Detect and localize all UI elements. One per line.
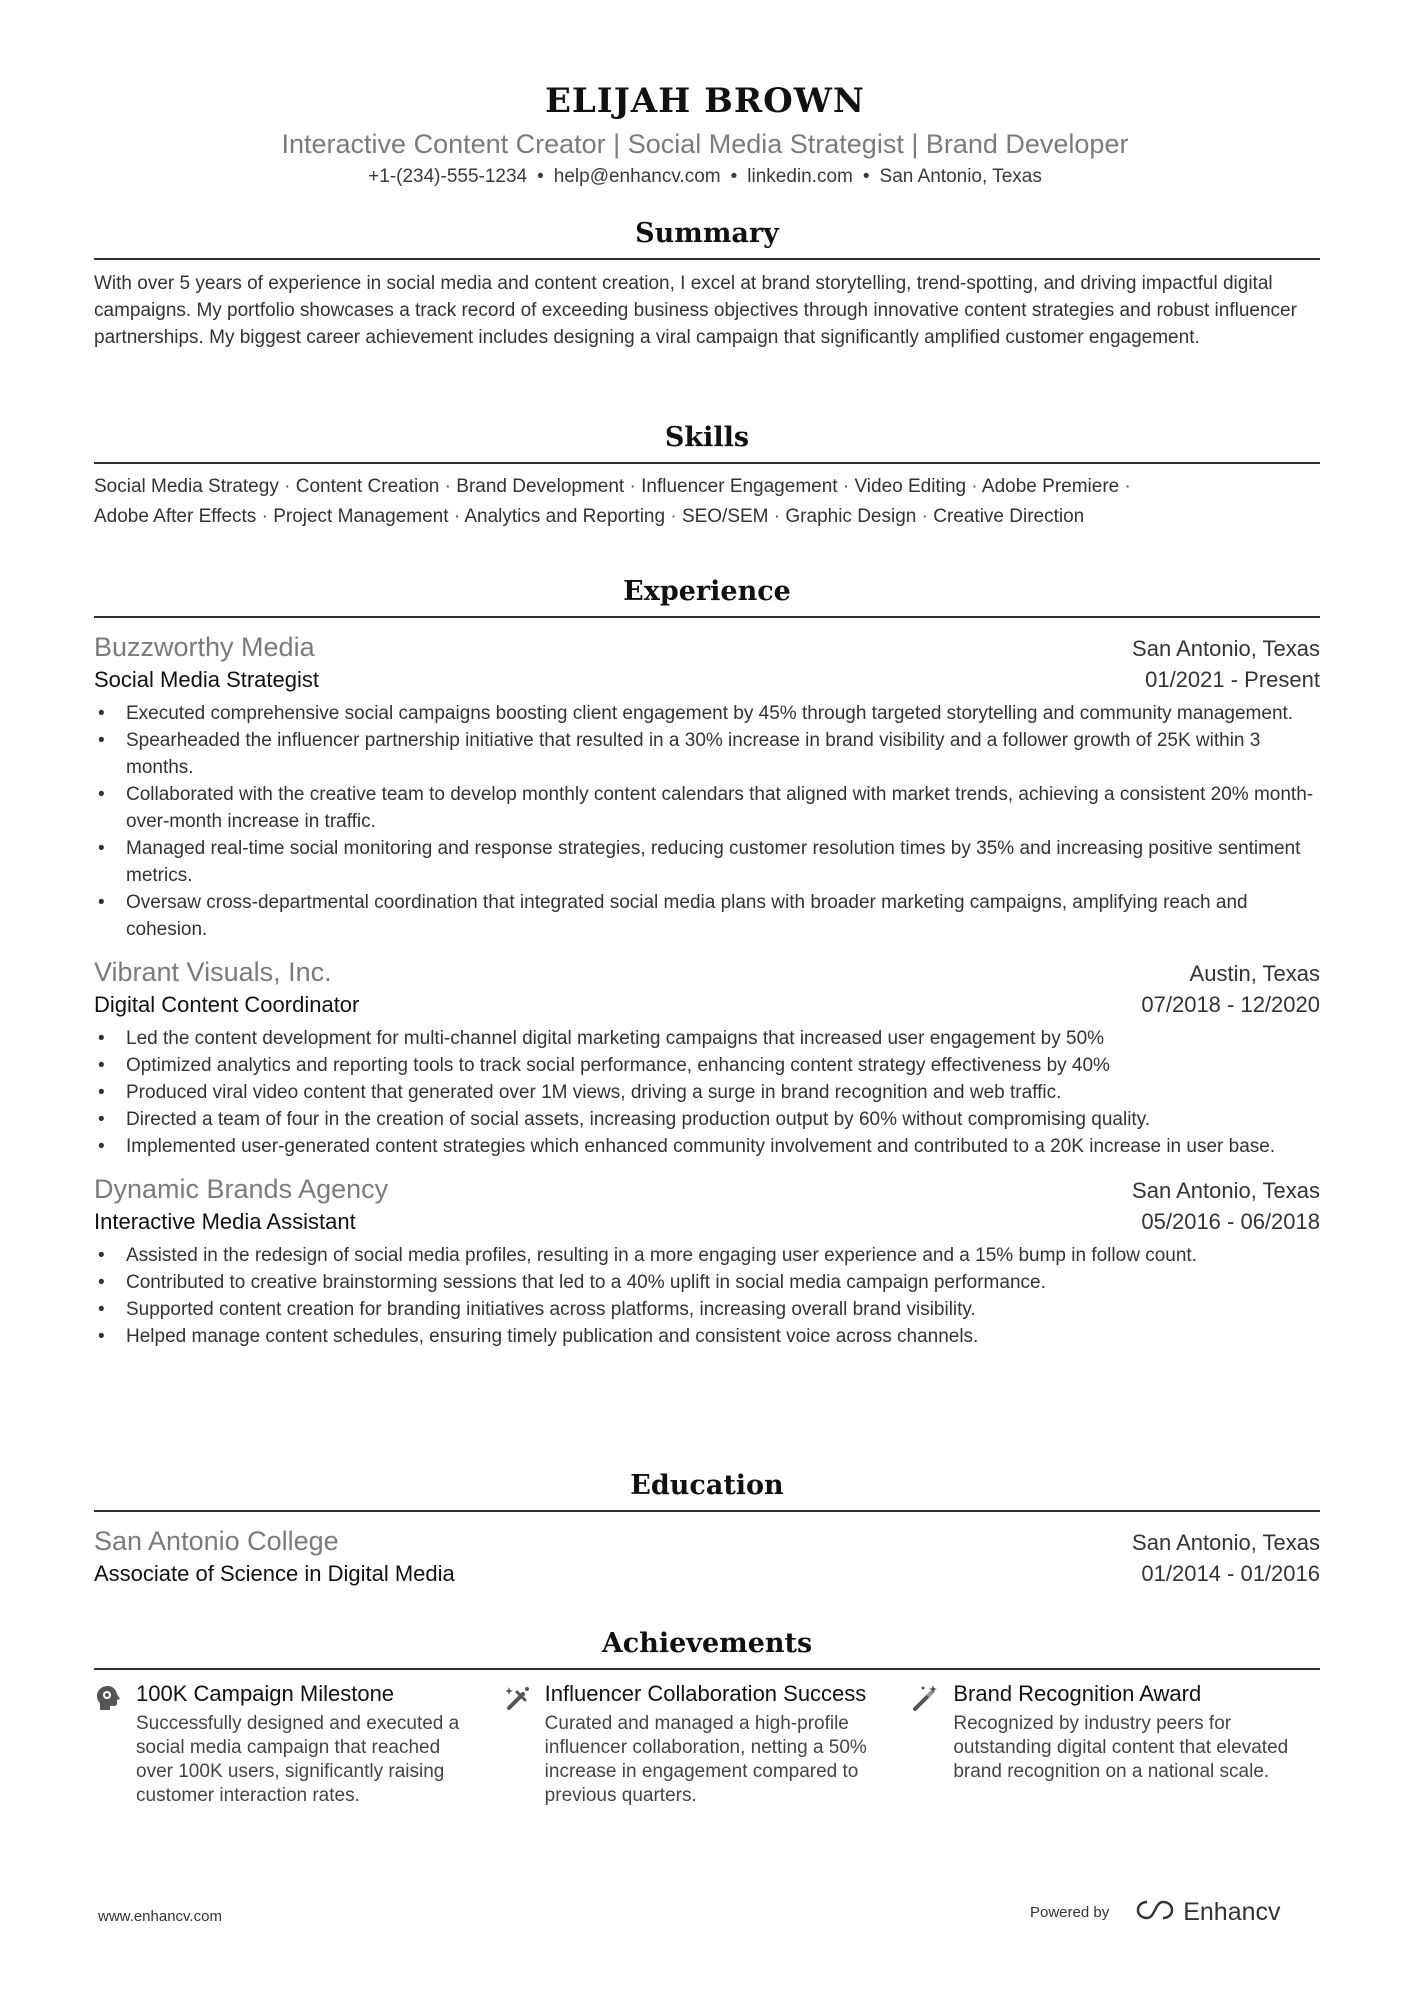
list-item: • Implemented user-generated content strategies which enhanced community involvement and contributed to a 20K increase in user base. — [98, 1136, 1276, 1157]
separator: • — [862, 166, 870, 187]
job-role: Social Media Strategist — [94, 667, 319, 692]
job-dates: 07/2018 - 12/2020 — [1141, 992, 1320, 1017]
section-divider — [94, 616, 1320, 618]
skill-separator: · — [842, 476, 850, 497]
footer-website[interactable]: www.enhancv.com — [98, 1908, 222, 1925]
skill: Influencer Engagement — [641, 476, 838, 497]
list-item: • Produced viral video content that generated over 1M views, driving a surge in brand recognition and web traffic. — [98, 1082, 1062, 1103]
job-role: Interactive Media Assistant — [94, 1209, 356, 1234]
job-location: Austin, Texas — [1189, 961, 1320, 986]
achievements-grid — [94, 1680, 1320, 1808]
achievement-title: 100K Campaign Milestone — [136, 1681, 395, 1706]
skill: Content Creation — [295, 476, 440, 497]
separator: • — [537, 166, 544, 187]
linkedin[interactable]: linkedin.com — [747, 166, 853, 187]
list-item: • Managed real-time social monitoring and response strategies, reducing customer resolution times by 35% and increasing positive sentiment metrics. — [98, 838, 1301, 886]
list-item: • Led the content development for multi-channel digital marketing campaigns that increased user engagement by 50% — [98, 1028, 1105, 1049]
skill: Social Media Strategy — [94, 476, 279, 497]
brand-name: Enhancv — [1183, 1898, 1281, 1926]
achievement-item — [911, 1680, 1320, 1808]
achievement-desc: Successfully designed and executed a social media campaign that reached over 100K users, significantly raising customer interaction rates. — [136, 1713, 460, 1806]
list-item: • Optimized analytics and reporting tools to track social performance, enhancing content strategy effectiveness by 40% — [98, 1055, 1110, 1076]
job-bullets — [94, 700, 1320, 943]
skills-list — [94, 472, 1320, 532]
achievement-title: Influencer Collaboration Success — [544, 1681, 867, 1706]
section-divider — [94, 462, 1320, 464]
job-dates: 05/2016 - 06/2018 — [1141, 1209, 1320, 1234]
list-item: • Supported content creation for branding initiatives across platforms, increasing overall brand visibility. — [98, 1299, 976, 1320]
job-entry — [94, 955, 1320, 1160]
education-section — [94, 1468, 1320, 1590]
job-entry — [94, 1172, 1320, 1350]
achievements-section — [94, 1626, 1320, 1808]
list-item: • Spearheaded the influencer partnership initiative that resulted in a 30% increase in brand visibility and a follower growth of 25K within 3 months. — [98, 730, 1261, 778]
list-item: • Helped manage content schedules, ensuring timely publication and consistent voice across channels. — [98, 1326, 979, 1347]
school-name: San Antonio College — [94, 1526, 339, 1556]
job-bullets — [94, 1242, 1320, 1350]
skill-separator: · — [971, 476, 978, 497]
skill-separator: · — [670, 506, 677, 527]
company-name: Vibrant Visuals, Inc. — [94, 957, 332, 987]
job-location: San Antonio, Texas — [1132, 1178, 1320, 1203]
footer-branding — [1030, 1898, 1281, 1927]
candidate-name: ELIJAH BROWN — [544, 81, 866, 121]
skill-separator: · — [444, 476, 451, 497]
degree: Associate of Science in Digital Media — [94, 1561, 455, 1586]
head-idea-icon — [94, 1680, 136, 1808]
skill-separator: · — [261, 506, 268, 527]
skill: Brand Development — [456, 476, 625, 497]
list-item: • Assisted in the redesign of social media profiles, resulting in a more engaging user experience and a 15% bump in follow count. — [98, 1245, 1197, 1266]
skill-separator: · — [284, 476, 291, 497]
section-title: Education — [630, 1470, 784, 1501]
summary-section — [94, 216, 1320, 351]
list-item: • Contributed to creative brainstorming sessions that led to a 40% uplift in social media campaign performance. — [98, 1272, 1046, 1293]
section-divider — [94, 1510, 1320, 1512]
achievement-desc: Curated and managed a high-profile influencer collaboration, netting a 50% increase in engagement compared to previous quarters. — [544, 1713, 867, 1806]
job-bullets — [94, 1025, 1320, 1160]
job-dates: 01/2021 - Present — [1145, 667, 1320, 692]
skill: SEO/SEM — [681, 506, 769, 527]
skill: Adobe After Effects — [94, 506, 257, 527]
job-location: San Antonio, Texas — [1132, 636, 1320, 661]
section-title: Skills — [664, 422, 750, 453]
phone: +1-(234)-555-1234 — [368, 166, 528, 187]
skill: Video Editing — [854, 476, 967, 497]
separator: • — [730, 166, 738, 187]
skill-separator: · — [453, 506, 461, 527]
skills-section — [94, 420, 1320, 532]
enhancv-logo-icon — [1135, 1898, 1175, 1927]
skill: Analytics and Reporting — [464, 506, 666, 527]
candidate-title: Interactive Content Creator | Social Media Strategist | Brand Developer — [281, 129, 1129, 159]
achievement-title: Brand Recognition Award — [953, 1681, 1202, 1706]
summary-text: With over 5 years of experience in social media and content creation, I excel at brand storytelling, trend-spotting, and driving impactful digital campaigns. My portfolio showcases a track record of exceeding business objectives through innovative content strategies and robust influencer partnerships. My biggest career achievement includes designing a viral campaign that significantly amplified customer engagement. — [94, 273, 1297, 348]
skill-separator: · — [921, 506, 928, 527]
experience-section — [94, 574, 1320, 1350]
section-divider — [94, 1668, 1320, 1670]
achievement-item — [94, 1680, 503, 1808]
skills-line — [94, 472, 1320, 502]
job-entry — [94, 630, 1320, 943]
section-title: Achievements — [601, 1628, 813, 1659]
company-name: Dynamic Brands Agency — [94, 1174, 389, 1204]
school-location: San Antonio, Texas — [1132, 1530, 1320, 1555]
magic-wand-icon — [911, 1680, 953, 1808]
skill: Project Management — [273, 506, 449, 527]
company-name: Buzzworthy Media — [94, 632, 315, 662]
achievement-item — [503, 1680, 912, 1808]
skill-separator: · — [629, 476, 636, 497]
skill: Adobe Premiere — [981, 476, 1120, 497]
magic-tool-icon — [503, 1680, 545, 1808]
list-item: • Oversaw cross-departmental coordination that integrated social media plans with broader marketing campaigns, amplifying reach and cohesion. — [98, 892, 1248, 940]
skill: Graphic Design — [785, 506, 917, 527]
resume-header — [0, 80, 1410, 190]
skills-line — [94, 502, 1320, 532]
section-title: Summary — [635, 218, 779, 249]
email[interactable]: help@enhancv.com — [553, 166, 721, 187]
education-dates: 01/2014 - 01/2016 — [1141, 1561, 1320, 1586]
skill-separator: · — [773, 506, 781, 527]
job-role: Digital Content Coordinator — [94, 992, 360, 1017]
skill-separator: · — [1124, 476, 1131, 497]
list-item: • Directed a team of four in the creation of social assets, increasing production output by 60% without compromising quality. — [98, 1109, 1151, 1130]
achievement-desc: Recognized by industry peers for outstanding digital content that elevated brand recognition on a national scale. — [953, 1713, 1289, 1782]
list-item: • Executed comprehensive social campaigns boosting client engagement by 45% through targeted storytelling and community management. — [98, 703, 1294, 724]
skill: Creative Direction — [933, 506, 1085, 527]
education-entry — [94, 1524, 1320, 1590]
contact-line — [0, 164, 1410, 190]
section-title: Experience — [623, 576, 791, 607]
powered-by-label: Powered by — [1030, 1904, 1110, 1921]
list-item: • Collaborated with the creative team to develop monthly content calendars that aligned with market trends, achieving a consistent 20% month-over-month increase in traffic. — [98, 784, 1314, 832]
location: San Antonio, Texas — [879, 166, 1042, 187]
section-divider — [94, 258, 1320, 260]
